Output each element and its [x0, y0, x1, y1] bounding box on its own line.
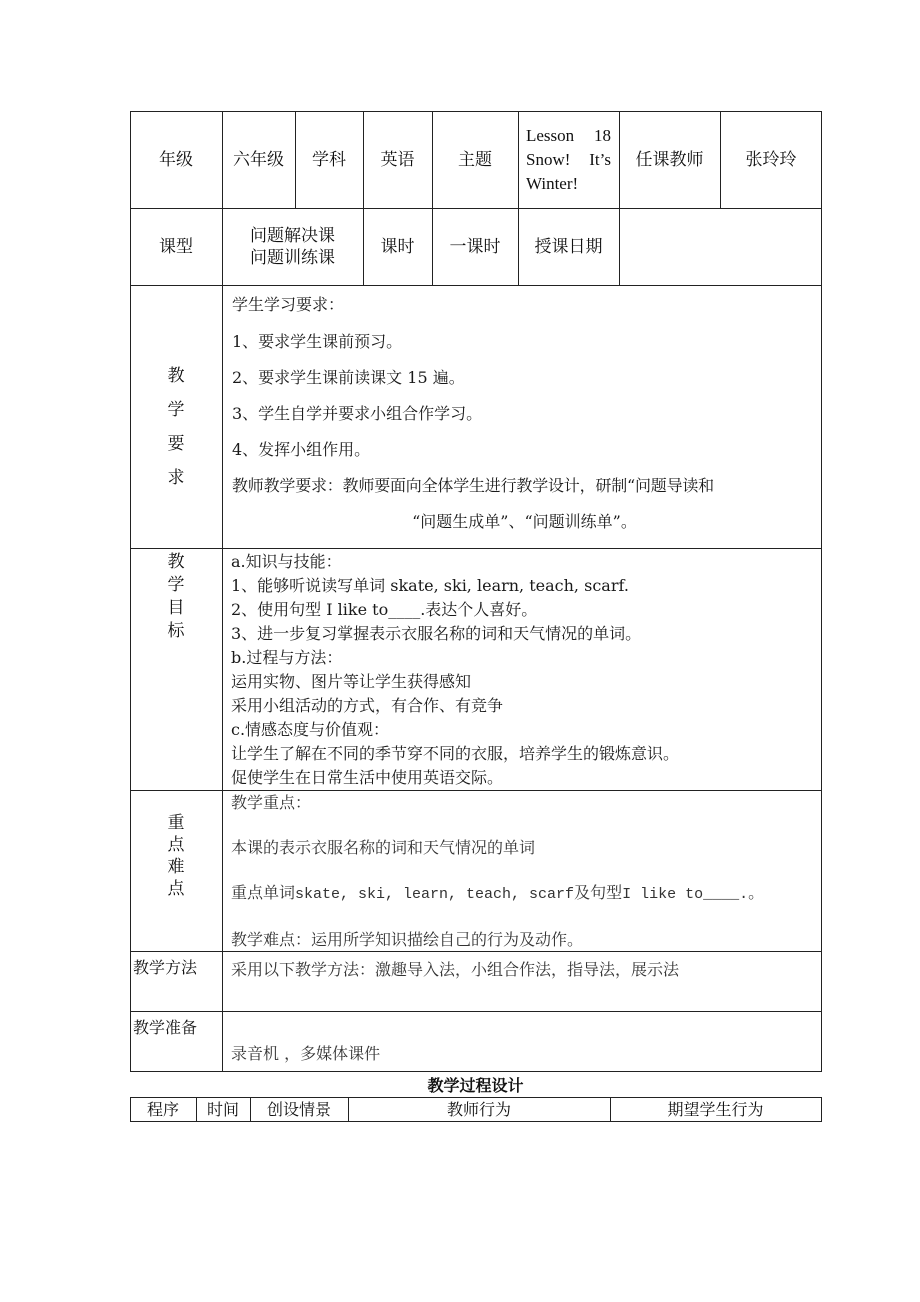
label-char: 点: [167, 835, 185, 855]
objective-line: 运用实物、图片等让学生获得感知: [231, 672, 472, 691]
topic-value: [526, 124, 611, 196]
focus-end: 。: [748, 883, 765, 902]
label-char: 标: [167, 621, 185, 641]
requirement-item: 4、发挥小组作用。: [232, 440, 371, 459]
type-value: [222, 208, 363, 285]
objective-line: a.知识与技能：: [231, 552, 342, 571]
label-char: 重: [167, 813, 185, 833]
type-value-line: 问题解决课: [250, 225, 335, 246]
difficulty-line: 教学难点：运用所学知识描绘自己的行为及动作。: [231, 930, 584, 949]
objective-line: 让学生了解在不同的季节穿不同的衣服，培养学生的锻炼意识。: [231, 744, 680, 763]
grade-label: 年级: [159, 149, 193, 170]
preparation-value: [231, 1043, 816, 1065]
key-points-content: [231, 792, 816, 951]
label-char: 要: [167, 433, 185, 454]
requirement-item: 3、学生自学并要求小组合作学习。: [232, 404, 483, 423]
teacher-requirements: 教师教学要求：教师要面向全体学生进行教学设计，研制“问题导读和: [232, 476, 714, 495]
objective-line: 促使学生在日常生活中使用英语交际。: [231, 768, 504, 787]
teacher-label: 任课教师: [635, 149, 704, 170]
label-char: 点: [167, 879, 185, 899]
grade-value: 六年级: [233, 149, 284, 170]
focus-mid: 及句型: [574, 883, 623, 902]
student-requirements-heading: 学生学习要求：: [232, 295, 345, 314]
methods-label: 教学方法: [133, 958, 198, 977]
column-header: 创设情景: [266, 1099, 331, 1119]
label-char: 难: [167, 857, 185, 877]
topic-line: Lesson 18: [526, 126, 611, 145]
topic-label: 主题: [458, 149, 492, 170]
table-border: [130, 790, 822, 791]
focus-line: 本课的表示衣服名称的词和天气情况的单词: [231, 838, 536, 857]
preparation-label: 教学准备: [133, 1018, 198, 1037]
column-header: 教师行为: [446, 1099, 511, 1119]
table-border: [821, 1097, 822, 1122]
objective-line: 1、能够听说读写单词 skate, ski, learn, teach, scarf.: [231, 576, 629, 595]
objective-line: b.过程与方法：: [231, 648, 343, 667]
preparation-text: 录音机 ，多媒体课件: [231, 1044, 381, 1063]
teacher-value: 张玲玲: [745, 149, 797, 170]
process-title: 教学过程设计: [427, 1076, 524, 1095]
hours-label: 课时: [380, 236, 415, 257]
hours-value: 一课时: [449, 236, 501, 257]
topic-line: Winter!: [526, 174, 579, 193]
methods-text: 采用以下教学方法：激趣导入法，小组合作法，指导法，展示法: [231, 960, 680, 979]
type-label: 课型: [159, 236, 193, 257]
requirement-item: 2、要求学生课前读课文 15 遍。: [232, 368, 465, 387]
key-points-label: [130, 812, 222, 900]
table-border: [130, 1071, 822, 1072]
table-border: [130, 951, 822, 952]
column-header: 期望学生行为: [667, 1099, 764, 1119]
teacher-requirements-cont: “问题生成单”、“问题训练单”。: [412, 512, 637, 531]
table-border: [130, 548, 822, 549]
column-header: 时间: [206, 1099, 239, 1119]
objective-line: 2、使用句型 I like to____.表达个人喜好。: [231, 600, 538, 619]
subject-label: 学科: [312, 149, 346, 170]
methods-value: [231, 959, 816, 981]
objectives-content: [231, 550, 816, 790]
objectives-label: [130, 548, 222, 643]
requirements-content: [232, 292, 817, 540]
objective-line: 采用小组活动的方式，有合作、有竞争: [231, 696, 504, 715]
focus-prefix: 重点单词: [231, 883, 296, 902]
table-border: [130, 285, 822, 286]
requirement-item: 1、要求学生课前预习。: [232, 332, 403, 351]
label-char: 目: [167, 598, 185, 618]
label-char: 学: [167, 399, 185, 420]
objective-line: c.情感态度与价值观：: [231, 720, 390, 739]
requirements-label: [130, 285, 222, 548]
label-char: 教: [167, 365, 185, 386]
objective-line: 3、进一步复习掌握表示衣服名称的词和天气情况的单词。: [231, 624, 642, 643]
focus-words: skate, ski, learn, teach, scarf: [295, 886, 575, 903]
table-border: [130, 1011, 822, 1012]
date-value: [619, 208, 822, 285]
focus-line: [231, 882, 816, 906]
focus-pattern: I like to____.: [622, 886, 749, 903]
date-label: 授课日期: [534, 236, 603, 257]
topic-line: Snow! It’s: [526, 150, 611, 169]
label-char: 学: [167, 575, 185, 595]
subject-value: 英语: [380, 149, 415, 170]
focus-heading: 教学重点：: [231, 793, 312, 812]
label-char: 教: [167, 552, 185, 572]
column-header: 程序: [146, 1099, 179, 1119]
label-char: 求: [167, 467, 185, 488]
type-value-line: 问题训练课: [250, 247, 335, 268]
